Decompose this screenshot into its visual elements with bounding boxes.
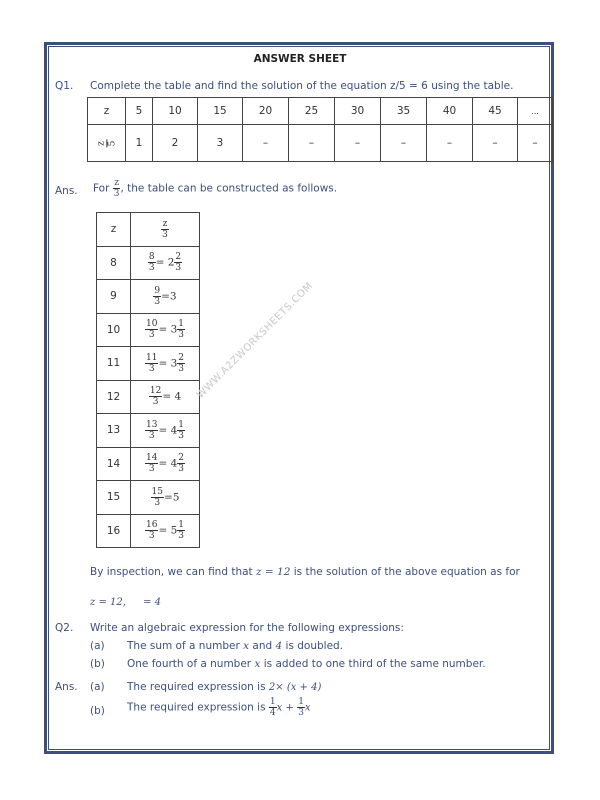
q2-b-label: (b) xyxy=(90,658,105,670)
ans1-label: Ans. xyxy=(55,185,78,197)
ans1-cell-z: 13 xyxy=(97,414,131,448)
ans1-cell-expr: $\frac{16}{3}$ = 5 $\frac{1}{3}$ xyxy=(131,514,200,548)
q1-cell: – xyxy=(289,125,335,162)
q1-cell: – xyxy=(335,125,381,162)
q1-cell: 35 xyxy=(381,98,427,125)
q1-cell-ellipsis: ... xyxy=(518,98,553,125)
q2-a-label: (a) xyxy=(90,640,105,652)
ans1-header-z3: $\frac{z}{3}$ xyxy=(131,213,200,247)
ans1-text: For $\frac{z}{3}$ , the table can be constructed as follows. xyxy=(93,178,338,199)
q1-cell: 1 xyxy=(126,125,153,162)
q1-cell: 30 xyxy=(335,98,381,125)
q1-table-row-z5 xyxy=(88,125,553,162)
ans1-table-row xyxy=(97,246,200,280)
q2-a-text: The sum of a number x and 4 is doubled. xyxy=(127,640,344,652)
q2-text: Write an algebraic expression for the following expressions: xyxy=(90,622,404,634)
ans1-cell-z: 9 xyxy=(97,280,131,314)
page-title: ANSWER SHEET xyxy=(253,53,347,65)
ans1-cell-z: 8 xyxy=(97,246,131,280)
ans2-label: Ans. xyxy=(55,681,78,693)
ans1-cell-z: 15 xyxy=(97,481,131,515)
q1-cell: 40 xyxy=(427,98,473,125)
ans1-table-row xyxy=(97,514,200,548)
ans1-cell-expr: $\frac{12}{3}$ = 4 xyxy=(131,380,200,414)
ans1-table-row xyxy=(97,447,200,481)
q2-label: Q2. xyxy=(55,622,74,634)
watermark: WWW.A2ZWORKSHEETS.COM xyxy=(195,280,316,401)
q1-cell: 3 xyxy=(198,125,243,162)
q1-cell: – xyxy=(473,125,518,162)
ans1-header-z: z xyxy=(97,213,131,247)
ans1-header-row xyxy=(97,213,200,247)
ans1-table-row xyxy=(97,347,200,381)
q1-header-z5: z 5 xyxy=(88,125,126,162)
ans1-table-row xyxy=(97,414,200,448)
q1-cell: 25 xyxy=(289,98,335,125)
ans1-cell-expr: $\frac{9}{3}$ =3 xyxy=(131,280,200,314)
q1-cell: 10 xyxy=(153,98,198,125)
ans1-cell-expr: $\frac{8}{3}$ = 2 $\frac{2}{3}$ xyxy=(131,246,200,280)
q1-cell: 20 xyxy=(243,98,289,125)
q1-header-z: z xyxy=(88,98,126,125)
ans1-table-row xyxy=(97,380,200,414)
ans1-cell-z: 16 xyxy=(97,514,131,548)
ans1-cell-expr: $\frac{15}{3}$ =5 xyxy=(131,481,200,515)
q1-table-row-z xyxy=(88,98,553,125)
ans2-a-label: (a) xyxy=(90,681,105,693)
q1-cell: – xyxy=(518,125,553,162)
q1-cell: 5 xyxy=(126,98,153,125)
q1-cell: 2 xyxy=(153,125,198,162)
ans1-cell-expr: $\frac{11}{3}$ = 3 $\frac{2}{3}$ xyxy=(131,347,200,381)
ans1-cell-expr: $\frac{13}{3}$ = 4 $\frac{1}{3}$ xyxy=(131,414,200,448)
ans1-table xyxy=(96,212,200,548)
ans1-table-row xyxy=(97,481,200,515)
ans1-cell-z: 12 xyxy=(97,380,131,414)
ans1-cell-z: 10 xyxy=(97,313,131,347)
ans1-cell-z: 11 xyxy=(97,347,131,381)
inspection-line2: z = 12, = 4 xyxy=(90,597,162,608)
ans1-cell-expr: $\frac{10}{3}$ = 3 $\frac{1}{3}$ xyxy=(131,313,200,347)
ans1-table-row xyxy=(97,280,200,314)
q1-cell: – xyxy=(381,125,427,162)
q1-label: Q1. xyxy=(55,80,74,92)
q2-b-text: One fourth of a number x is added to one third of the same number. xyxy=(127,658,486,670)
ans1-cell-z: 14 xyxy=(97,447,131,481)
ans2-b-text: The required expression is $\frac{1}{4}$ x + $\frac{1}{3}$ x xyxy=(127,697,311,718)
q1-cell: – xyxy=(427,125,473,162)
q1-cell: 15 xyxy=(198,98,243,125)
q1-cell: 45 xyxy=(473,98,518,125)
q1-text: Complete the table and find the solution of the equation z/5 = 6 using the table. xyxy=(90,80,514,92)
ans1-fraction: $\frac{z}{3}$ xyxy=(113,178,120,199)
q1-cell: – xyxy=(243,125,289,162)
q1-table xyxy=(87,97,553,162)
ans1-table-row xyxy=(97,313,200,347)
ans1-cell-expr: $\frac{14}{3}$ = 4 $\frac{2}{3}$ xyxy=(131,447,200,481)
ans2-a-text: The required expression is 2× (x + 4) xyxy=(127,681,322,693)
inspection-text: By inspection, we can find that z = 12 is the solution of the above equation as for xyxy=(90,566,520,578)
ans2-b-label: (b) xyxy=(90,705,105,717)
